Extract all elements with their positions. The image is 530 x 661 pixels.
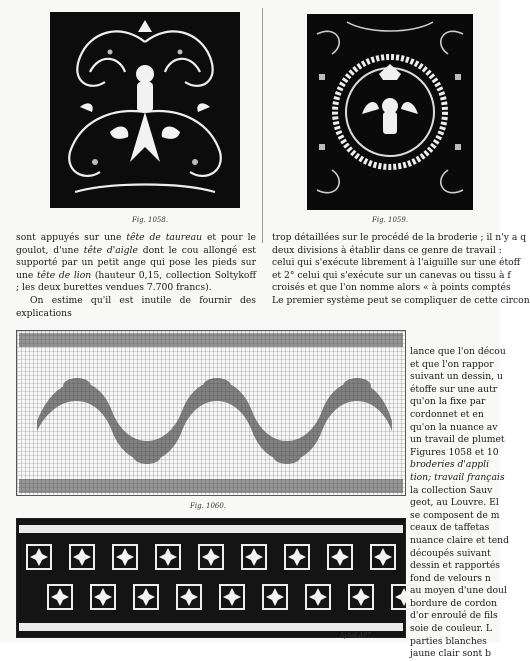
fig1060-filet-drawing bbox=[17, 331, 405, 495]
side-line: bordure de cordon bbox=[410, 597, 497, 609]
side-line: se composent de m bbox=[410, 509, 500, 521]
fig1061-signature: Ayhal-A87 bbox=[340, 632, 371, 639]
side-line: tion; travail français bbox=[410, 471, 505, 483]
side-line: un travail de plumet bbox=[410, 434, 505, 446]
side-line: qu'on la nuance av bbox=[410, 421, 498, 433]
side-line: au moyen d'une doul bbox=[410, 585, 507, 597]
fig1058-embroidery-drawing bbox=[50, 12, 240, 208]
side-line: et que l'on rappor bbox=[410, 358, 494, 370]
fig1060-caption: Fig. 1060. bbox=[190, 502, 227, 510]
side-line: suivant un dessin, u bbox=[410, 371, 503, 383]
side-line: d'or enroulé de fils bbox=[410, 610, 498, 622]
figure-1061-image bbox=[16, 518, 406, 638]
figure-1060-image bbox=[16, 330, 406, 496]
column-divider bbox=[262, 8, 263, 243]
fig1058-caption: Fig. 1058. bbox=[132, 216, 169, 224]
left-text-column bbox=[16, 232, 256, 320]
fig1059-caption: Fig. 1059. bbox=[372, 216, 409, 224]
figure-1058-image bbox=[50, 12, 240, 208]
side-line: fond de velours n bbox=[410, 572, 491, 584]
side-line: soie de couleur. L bbox=[410, 623, 492, 635]
fig1059-embroidery-drawing bbox=[307, 14, 473, 210]
side-line: Figures 1058 et 10 bbox=[410, 446, 499, 458]
side-line: étoffe sur une autr bbox=[410, 383, 498, 395]
side-line: broderies d'appli bbox=[410, 459, 490, 471]
right-line: croisés et que l'on nomme alors « à points comptés bbox=[272, 282, 511, 294]
side-line: ceaux de taffetas bbox=[410, 522, 490, 534]
right-line: deux divisions à établir dans ce genre de travail : bbox=[272, 244, 502, 256]
side-line: lance que l'on décou bbox=[410, 346, 506, 357]
side-line: dessin et rapportés bbox=[410, 560, 500, 572]
side-line: qu'on la fixe par bbox=[410, 396, 486, 408]
side-line: geot, au Louvre. El bbox=[410, 497, 499, 509]
right-line: celui qui s'exécute librement à l'aiguille sur une étoff bbox=[272, 257, 521, 269]
side-line: découpés suivant bbox=[410, 547, 491, 559]
figure-1059-image bbox=[307, 14, 473, 210]
right-text-column bbox=[272, 232, 530, 308]
right-line: et 2° celui qui s'exécute sur un canevas ou tissu à f bbox=[272, 269, 511, 281]
side-line: cordonnet et en bbox=[410, 408, 484, 420]
side-line: parties blanches bbox=[410, 635, 487, 647]
fig1061-canvas-drawing bbox=[17, 519, 405, 637]
paragraph-1: sont appuyés sur une tête de taureau et pour le goulot, d'une tête d'aigle dont le cou allongé est supporté par un petit ange qui pose les pieds sur une tête de lion (hauteur 0,15, collection Soltykoff ; les deux burettes vendues 7.700 francs). bbox=[16, 232, 257, 294]
right-line: trop détaillées sur le procédé de la broderie ; il n'y a q bbox=[272, 232, 527, 243]
side-text-column bbox=[410, 346, 509, 661]
paragraph-2: On estime qu'il est inutile de fournir des explications bbox=[16, 294, 256, 319]
side-line: jaune clair sont b bbox=[410, 648, 491, 660]
side-line: nuance claire et tend bbox=[410, 534, 509, 546]
right-line: Le premier système peut se compliquer de cette circon bbox=[272, 294, 530, 306]
side-line: la collection Sauv bbox=[410, 484, 493, 496]
